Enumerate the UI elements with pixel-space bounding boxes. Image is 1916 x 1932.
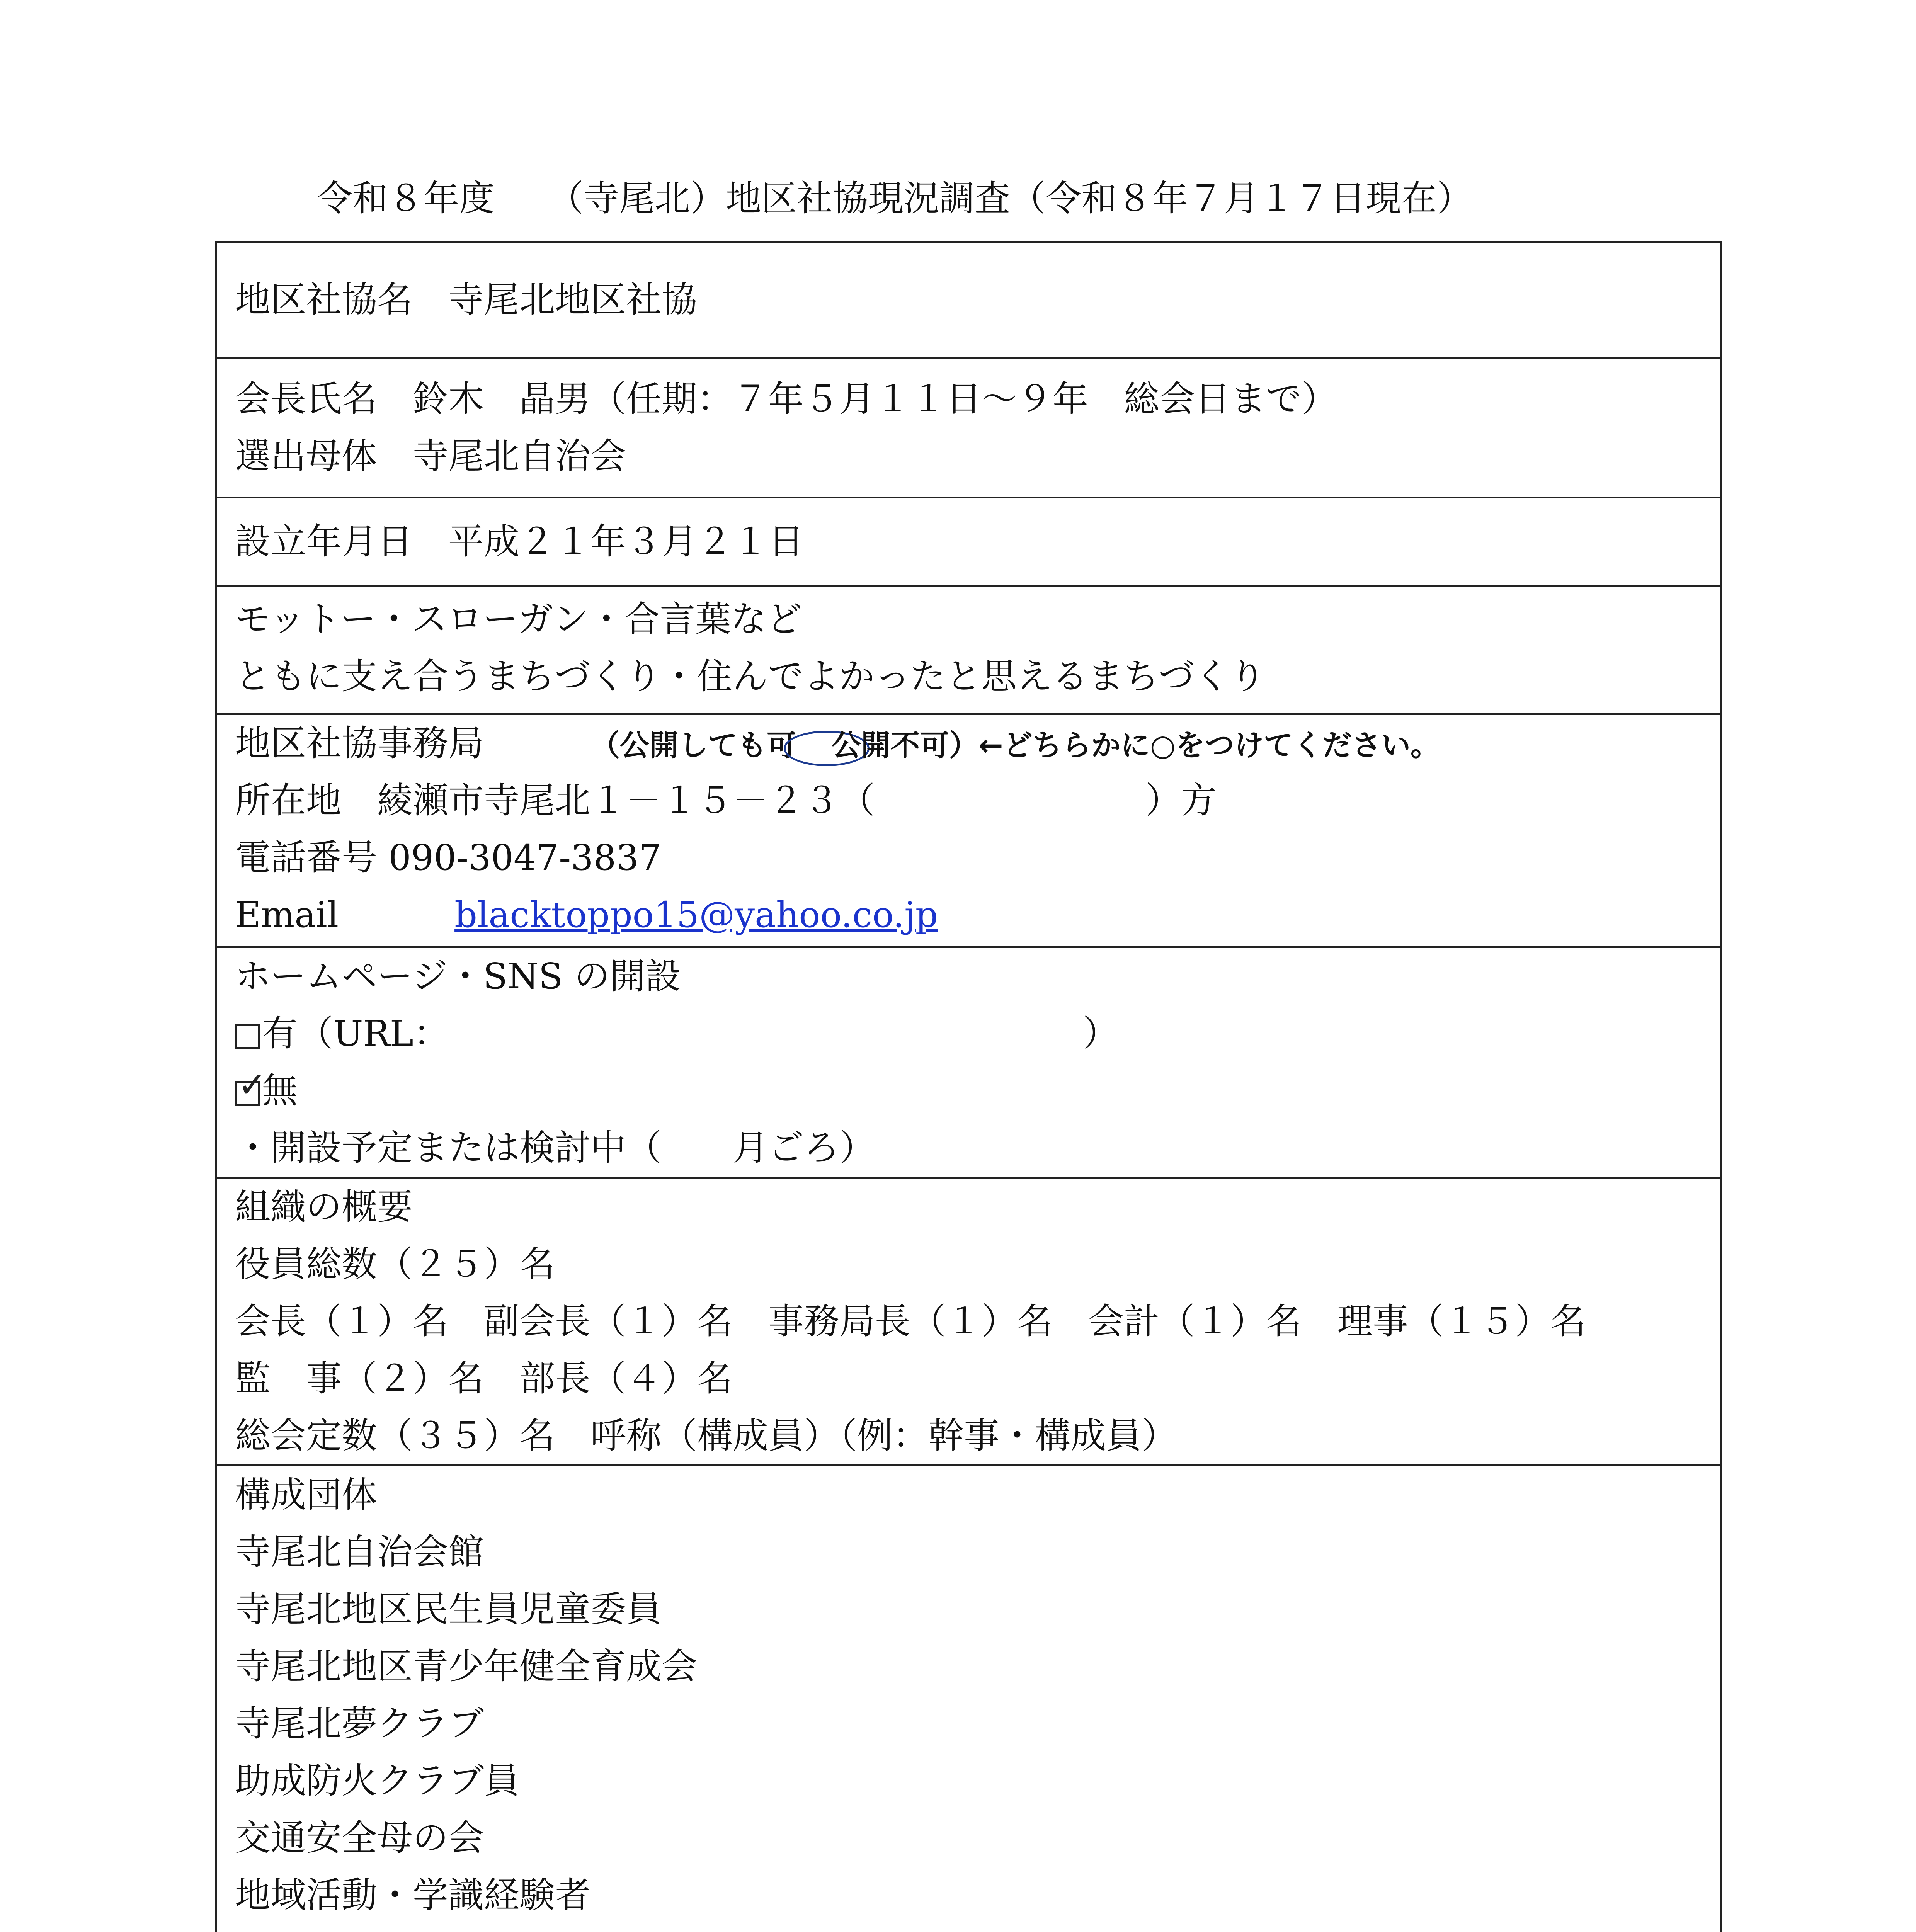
president-label: 会長氏名 <box>235 378 378 420</box>
section-member-groups <box>217 1464 1720 1932</box>
publish-allowed-option[interactable]: （公開しても可 <box>590 717 796 772</box>
survey-form-table <box>215 241 1722 1932</box>
phone-label: 電話番号 <box>235 837 378 878</box>
list-item: 地域活動・学識経験者 <box>235 1874 591 1916</box>
address-label: 所在地 <box>235 780 342 821</box>
member-groups-label: 構成団体 <box>235 1474 378 1515</box>
list-item: 寺尾北夢クラブ <box>235 1703 484 1744</box>
motto-text: ともに支え合うまちづくり・住んでよかったと思えるまちづくり <box>235 656 1266 697</box>
phone-value: 090-3047-3837 <box>388 837 662 878</box>
list-item: 寺尾北地区民生員児童委員 <box>235 1588 662 1630</box>
office-label: 地区社協事務局 <box>235 723 484 764</box>
section-president <box>217 357 1720 497</box>
list-item <box>235 1924 1720 1932</box>
address-value: 綾瀬市寺尾北１－１５－２３（ <box>377 780 875 821</box>
document-title: 令和８年度 （寺尾北）地区社協現況調査（令和８年７月１７日現在） <box>317 178 1473 219</box>
motto-label: モットー・スローガン・合言葉など <box>235 599 802 640</box>
website-yes-checkbox[interactable] <box>235 1024 260 1049</box>
founded-date: 平成２１年３月２１日 <box>448 521 804 562</box>
address-suffix: ）方 <box>1145 780 1217 821</box>
section-organization-name <box>217 243 1720 357</box>
website-no-checkbox[interactable] <box>235 1081 260 1106</box>
overview-label: 組織の概要 <box>235 1186 413 1228</box>
website-no-label: 無 <box>262 1070 298 1111</box>
list-item: 寺尾北自治会館 <box>235 1531 484 1573</box>
website-url-close: ） <box>1082 1013 1118 1054</box>
selection-body-label: 選出母体 <box>235 435 378 477</box>
website-yes-label: 有（URL： <box>262 1013 449 1054</box>
selection-body: 寺尾北自治会 <box>413 435 626 477</box>
officer-total: 役員総数（２５）名 <box>235 1243 555 1285</box>
section-motto <box>217 585 1720 713</box>
section-office <box>217 713 1720 946</box>
list-item: 交通安全母の会 <box>235 1817 484 1859</box>
publish-not-allowed-option[interactable]: 公開不可）←どちらかに○をつけてください。 <box>832 728 1440 762</box>
section-website <box>217 946 1720 1177</box>
organization-name: 寺尾北地区社協 <box>448 279 698 320</box>
list-item: 助成防火クラブ員 <box>235 1760 520 1801</box>
email-label: Email <box>235 894 339 935</box>
website-planned: ・開設予定または検討中（ 月ごろ） <box>235 1127 875 1168</box>
organization-name-label: 地区社協名 <box>235 279 413 320</box>
assembly-quota: 総会定数（３５）名 呼称（構成員）（例：幹事・構成員） <box>235 1415 1178 1456</box>
section-organization-overview <box>217 1177 1720 1464</box>
president-name: 鈴木 晶男 <box>413 378 591 420</box>
website-label: ホームページ・SNS の開設 <box>235 956 681 997</box>
email-link[interactable]: blacktoppo15@yahoo.co.jp <box>454 894 938 935</box>
section-founded <box>217 497 1720 585</box>
president-term: （任期：７年５月１１日～９年 総会日まで） <box>590 378 1337 420</box>
founded-label: 設立年月日 <box>235 521 413 562</box>
officer-roles-line2: 監 事（２）名 部長（４）名 <box>235 1358 733 1399</box>
officer-roles-line1: 会長（１）名 副会長（１）名 事務局長（１）名 会計（１）名 理事（１５）名 <box>235 1301 1586 1342</box>
list-item: 寺尾北地区青少年健全育成会 <box>235 1646 698 1687</box>
